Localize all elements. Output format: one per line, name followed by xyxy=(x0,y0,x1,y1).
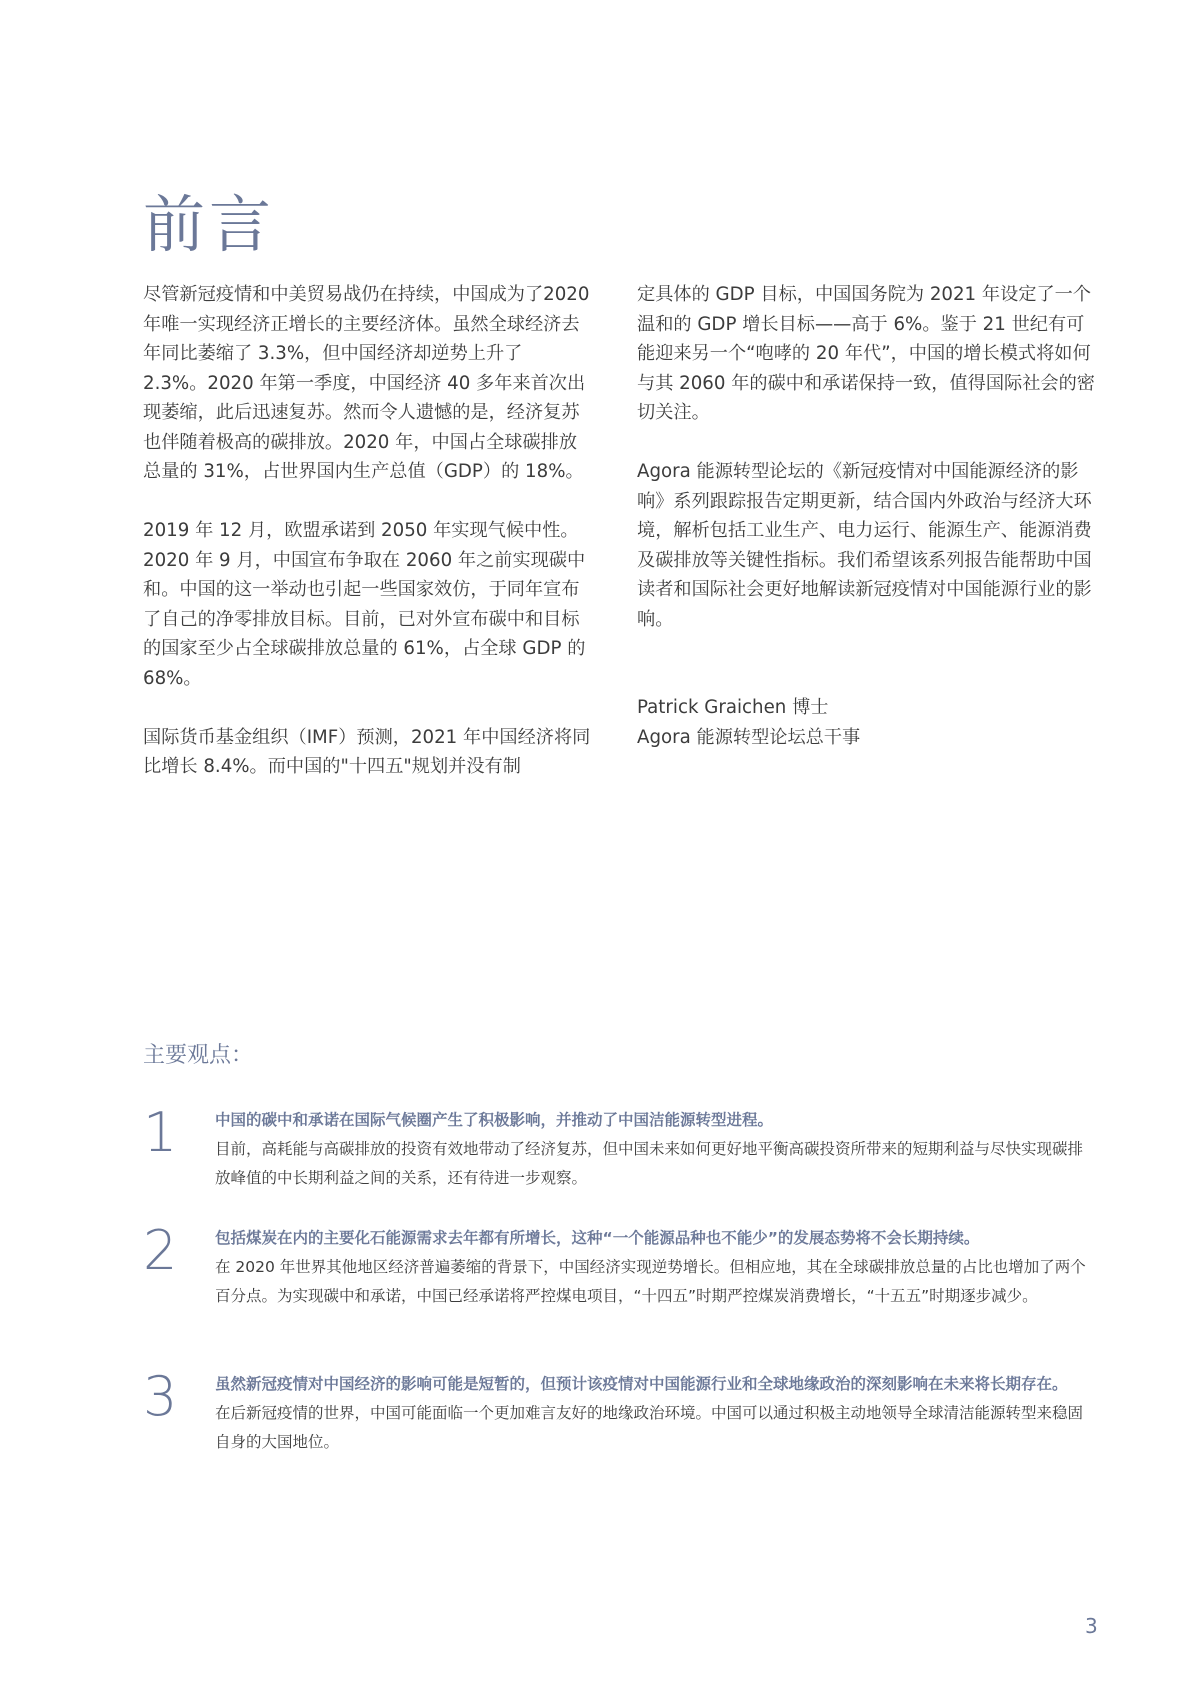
preface-paragraph: 尽管新冠疫情和中美贸易战仍在持续，中国成为了2020 年唯一实现经济正增长的主要经济体。虽然全球经济去年同比萎缩了 3.3%，但中国经济却逆势上升了 2.3%。2020 年第一季度，中国经济 40 多年来首次出现萎缩，此后迅速复苏。然而令人遗憾的是，经济复苏也伴随着极高的碳排放。2020 年，中国占全球碳排放总量的 31%，占世界国内生产总值（GDP）的 18%。 xyxy=(143,284,590,482)
key-point-text: 目前，高耗能与高碳排放的投资有效地带动了经济复苏，但中国未来如何更好地平衡高碳投资所带来的短期利益与尽快实现碳排放峰值的中长期利益之间的关系，还有待进一步观察。 xyxy=(215,1140,1084,1187)
page-title: 前言 xyxy=(143,187,276,261)
preface-right-column xyxy=(637,280,1097,752)
key-point-title: 包括煤炭在内的主要化石能源需求去年都有所增长，这种“一个能源品种也不能少”的发展态势将不会长期持续。 xyxy=(215,1229,980,1247)
key-point-number: 2 xyxy=(143,1219,178,1282)
signature-role: Agora 能源转型论坛总干事 xyxy=(637,726,861,748)
key-point-title: 虽然新冠疫情对中国经济的影响可能是短暂的，但预计该疫情对中国能源行业和全球地缘政治的深刻影响在未来将长期存在。 xyxy=(215,1375,1068,1393)
preface-left-column xyxy=(143,280,591,811)
page-number: 3 xyxy=(1085,1614,1098,1638)
signature-name: Patrick Graichen 博士 xyxy=(637,697,829,718)
key-point-title: 中国的碳中和承诺在国际气候圈产生了积极影响，并推动了中国洁能源转型进程。 xyxy=(215,1111,774,1129)
key-point-text: 在 2020 年世界其他地区经济普遍萎缩的背景下，中国经济实现逆势增长。但相应地，其在全球碳排放总量的占比也增加了两个百分点。为实现碳中和承诺，中国已经承诺将严控煤电项目，“十四五”时期严控煤炭消费增长，“十五五”时期逐步减少。 xyxy=(215,1258,1086,1305)
preface-paragraph: 定具体的 GDP 目标，中国国务院为 2021 年设定了一个温和的 GDP 增长目标——高于 6%。鉴于 21 世纪有可能迎来另一个“咆哮的 20 年代”，中国的增长模式将如何与其 2060 年的碳中和承诺保持一致，值得国际社会的密切关注。 xyxy=(637,284,1095,423)
key-point-number: 3 xyxy=(143,1365,178,1428)
preface-paragraph: 国际货币基金组织（IMF）预测，2021 年中国经济将同比增长 8.4%。而中国的"十四五"规划并没有制 xyxy=(143,726,591,777)
preface-paragraph: 2019 年 12 月，欧盟承诺到 2050 年实现气候中性。2020 年 9 月，中国宣布争取在 2060 年之前实现碳中和。中国的这一举动也引起一些国家效仿，于同年宣布了自己的净零排放目标。目前，已对外宣布碳中和目标的国家至少占全球碳排放总量的 61%，占全球 GDP 的 68%。 xyxy=(143,520,586,689)
key-point-text: 在后新冠疫情的世界，中国可能面临一个更加难言友好的地缘政治环境。中国可以通过积极主动地领导全球清洁能源转型来稳固自身的大国地位。 xyxy=(215,1404,1084,1451)
key-points-heading: 主要观点： xyxy=(143,1043,254,1068)
key-point-number: 1 xyxy=(143,1101,178,1164)
preface-paragraph: Agora 能源转型论坛的《新冠疫情对中国能源经济的影响》系列跟踪报告定期更新，结合国内外政治与经济大环境，解析包括工业生产、电力运行、能源生产、能源消费及碳排放等关键性指标。我们希望该系列报告能帮助中国读者和国际社会更好地解读新冠疫情对中国能源行业的影响。 xyxy=(637,461,1092,630)
signature-block xyxy=(637,693,1097,752)
